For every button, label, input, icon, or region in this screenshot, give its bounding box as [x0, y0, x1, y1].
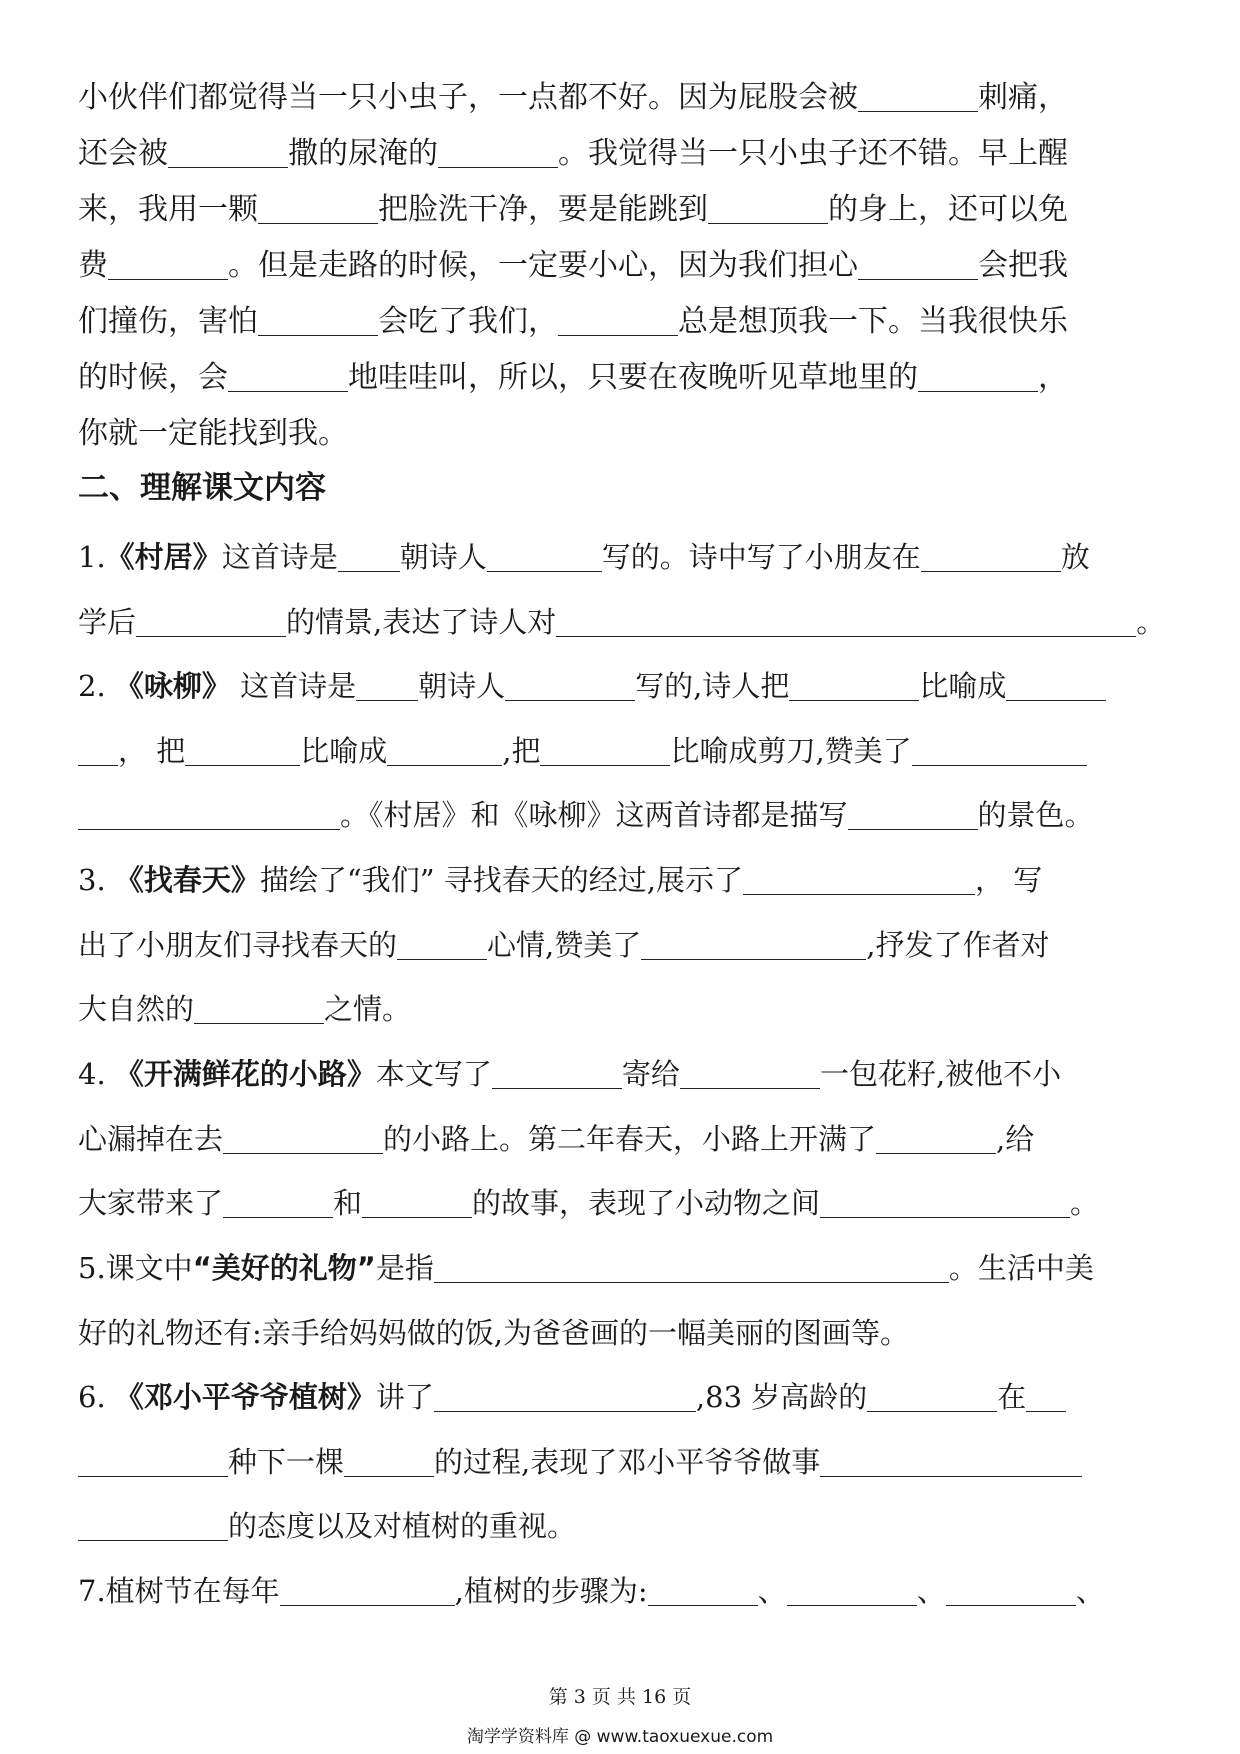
- answer-blank[interactable]: [168, 136, 288, 169]
- answer-blank[interactable]: [223, 1187, 333, 1218]
- story-line-3: 来，我用一颗 把脸洗干净，要是能跳到 的身上，还可以免: [78, 192, 1068, 227]
- answer-blank[interactable]: [680, 1058, 820, 1089]
- answer-blank[interactable]: [867, 1381, 997, 1412]
- story-line-4: 费 。但是走路的时候，一定要小心，因为我们担心 会把我: [78, 248, 1068, 283]
- answer-blank[interactable]: [228, 360, 348, 393]
- answer-blank[interactable]: [820, 1445, 1082, 1476]
- question-5: 5.课文中“美好的礼物”是指 。生活中美 好的礼物还有:亲手给妈妈做的饭,为爸爸画的一幅美丽的图画等。: [78, 1251, 1094, 1350]
- answer-blank[interactable]: [787, 1575, 917, 1606]
- question-title: 《开满鲜花的小路》: [114, 1057, 376, 1091]
- answer-blank[interactable]: [78, 1445, 228, 1476]
- answer-blank[interactable]: [194, 993, 324, 1024]
- section-title: 二、理解课文内容: [78, 470, 326, 506]
- question-6: 6. 《邓小平爷爷植树》讲了 ,83 岁高龄的 在 种下一棵 的过程,表现了邓小平爷爷做事 的态度以及对植树的重视。: [78, 1365, 1178, 1559]
- answer-blank[interactable]: [820, 1187, 1070, 1218]
- answer-blank[interactable]: [78, 1510, 228, 1541]
- question-1: 1.《村居》这首诗是 朝诗人 写的。诗中写了小朋友在 放 学后 的情景,表达了诗人对 。: [78, 540, 1166, 639]
- answer-blank[interactable]: [708, 192, 828, 225]
- answer-blank[interactable]: [136, 605, 286, 636]
- answer-blank[interactable]: [858, 248, 978, 281]
- question-2: 2. 《咏柳》 这首诗是 朝诗人 写的,诗人把 比喻成 ， 把 比喻成 ,把 比喻成剪刀,赞美了 。《村居》和《咏柳》这两首诗都是描写 的景色。: [78, 654, 1178, 848]
- answer-blank[interactable]: [434, 1381, 696, 1412]
- question-title: 《找春天》: [114, 863, 260, 897]
- question-title: 《邓小平爷爷植树》: [114, 1380, 376, 1414]
- page-number: 第 3 页 共 16 页: [548, 1686, 692, 1708]
- answer-blank[interactable]: [78, 734, 118, 765]
- answer-blank[interactable]: [505, 670, 635, 701]
- answer-blank[interactable]: [876, 1122, 996, 1153]
- answer-blank[interactable]: [558, 304, 678, 337]
- question-title: 《咏柳》: [114, 669, 231, 703]
- answer-blank[interactable]: [858, 80, 978, 113]
- answer-blank[interactable]: [387, 734, 502, 765]
- story-line-7: 你就一定能找到我。: [78, 416, 348, 451]
- question-7: 7.植树节在每年 ,植树的步骤为: 、 、 、: [78, 1574, 1105, 1608]
- answer-blank[interactable]: [641, 928, 866, 959]
- answer-blank[interactable]: [280, 1575, 455, 1606]
- answer-blank[interactable]: [743, 864, 975, 895]
- story-line-2: 还会被 撒的尿淹的 。我觉得当一只小虫子还不错。早上醒: [78, 136, 1068, 171]
- answer-blank[interactable]: [397, 928, 487, 959]
- story-line-1: 小伙伴们都觉得当一只小虫子，一点都不好。因为屁股会被 刺痛，: [78, 80, 1068, 115]
- source-watermark: 淘学学资料库 @ www.taoxuexue.com: [466, 1727, 774, 1747]
- question-title: “美好的礼物”: [192, 1251, 376, 1285]
- answer-blank[interactable]: [492, 1058, 622, 1089]
- answer-blank[interactable]: [258, 304, 378, 337]
- answer-blank[interactable]: [78, 799, 340, 830]
- answer-blank[interactable]: [438, 136, 558, 169]
- answer-blank[interactable]: [921, 541, 1061, 572]
- question-3: 3. 《找春天》描绘了“我们” 寻找春天的经过,展示了 ， 写 出了小朋友们寻找春天的 心情,赞美了 ,抒发了作者对 大自然的 之情。: [78, 863, 1050, 1026]
- answer-blank[interactable]: [918, 360, 1038, 393]
- answer-blank[interactable]: [338, 541, 400, 572]
- answer-blank[interactable]: [356, 670, 418, 701]
- answer-blank[interactable]: [108, 248, 228, 281]
- answer-blank[interactable]: [487, 541, 602, 572]
- answer-blank[interactable]: [223, 1122, 383, 1153]
- story-line-5: 们撞伤，害怕 会吃了我们， 总是想顶我一下。当我很快乐: [78, 304, 1068, 339]
- answer-blank[interactable]: [848, 799, 978, 830]
- answer-blank[interactable]: [912, 734, 1087, 765]
- answer-blank[interactable]: [1006, 670, 1106, 701]
- story-paragraph: [78, 70, 1168, 462]
- answer-blank[interactable]: [946, 1575, 1076, 1606]
- answer-blank[interactable]: [258, 192, 378, 225]
- answer-blank[interactable]: [648, 1575, 758, 1606]
- answer-blank[interactable]: [434, 1252, 949, 1283]
- answer-blank[interactable]: [789, 670, 919, 701]
- answer-blank[interactable]: [1026, 1381, 1066, 1412]
- answer-blank[interactable]: [344, 1445, 434, 1476]
- question-4: 4. 《开满鲜花的小路》本文写了 寄给 一包花籽,被他不小 心漏掉在去 的小路上。第二年春天，小路上开满了 ,给 大家带来了 和 的故事，表现了小动物之间 。: [78, 1057, 1100, 1220]
- answer-blank[interactable]: [362, 1187, 472, 1218]
- answer-blank[interactable]: [556, 605, 1136, 636]
- question-title: 《村居》: [105, 540, 222, 574]
- answer-blank[interactable]: [185, 734, 300, 765]
- answer-blank[interactable]: [540, 734, 670, 765]
- story-line-6: 的时候，会 地哇哇叫，所以，只要在夜晚听见草地里的 ，: [78, 360, 1068, 395]
